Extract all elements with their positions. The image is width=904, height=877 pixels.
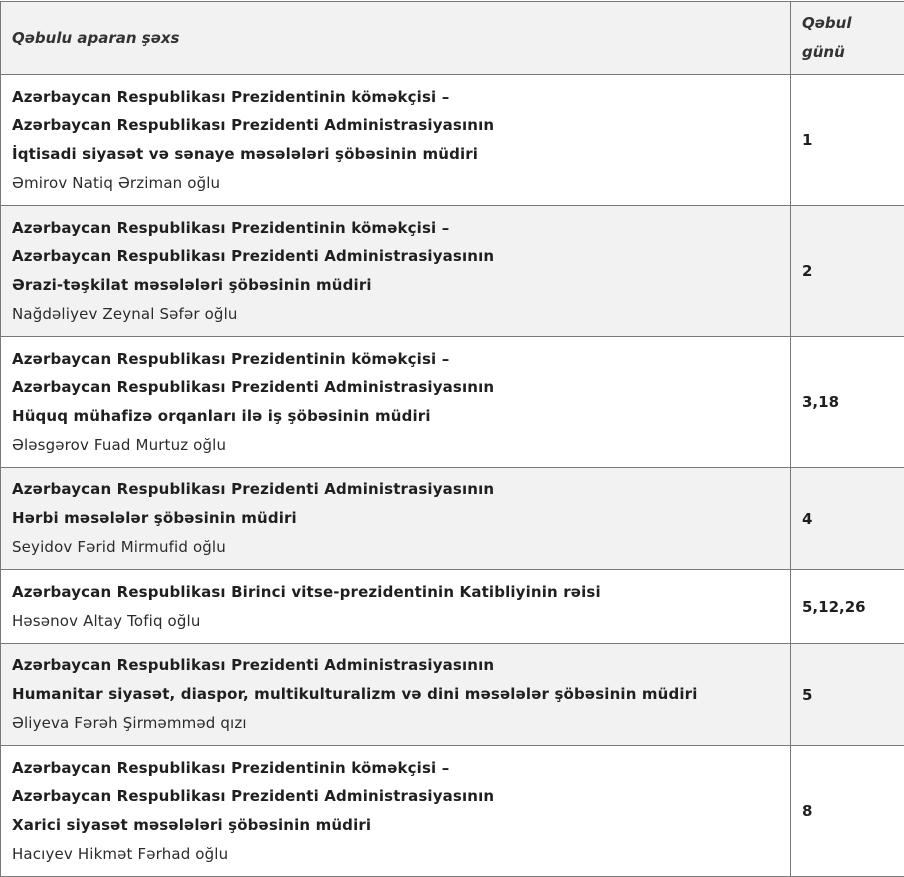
position-line: Azərbaycan Respublikası Prezidenti Administrasiyasının [12,247,495,266]
position-line: Hərbi məsələlər şöbəsinin müdiri [12,509,297,528]
position-line: Azərbaycan Respublikası Prezidentinin köməkçisi – [12,218,450,237]
column-header-day [791,2,904,75]
table-row [1,746,904,877]
position-line: Azərbaycan Respublikası Prezidenti Administrasiyasının [12,378,495,397]
position-line: Azərbaycan Respublikası Prezidentinin köməkçisi – [12,87,450,106]
table-row [1,644,904,746]
person-cell [1,337,791,468]
position-line: Azərbaycan Respublikası Prezidenti Administrasiyasının [12,656,495,675]
person-cell [1,468,791,570]
position-line: Azərbaycan Respublikası Prezidentinin köməkçisi – [12,758,450,777]
reception-day: 4 [791,468,904,570]
person-cell [1,206,791,337]
position-line: İqtisadi siyasət və sənaye məsələləri şöbəsinin müdiri [12,145,479,163]
person-cell [1,570,791,644]
table-row [1,75,904,206]
table-row [1,570,904,644]
reception-day: 5,12,26 [791,570,904,644]
position-line: Ərazi-təşkilat məsələləri şöbəsinin müdiri [12,276,372,294]
reception-day: 8 [791,746,904,877]
table-header-row [1,2,904,75]
reception-schedule-table [0,1,904,877]
person-cell [1,746,791,877]
person-name: Hacıyev Hikmət Fərhad oğlu [12,844,229,863]
position-line: Azərbaycan Respublikası Prezidenti Administrasiyasının [12,480,495,499]
reception-day: 2 [791,206,904,337]
person-name: Ələsgərov Fuad Murtuz oğlu [12,435,227,454]
table-row [1,206,904,337]
column-header-day-line1: Qəbul [802,14,852,32]
position-line: Hüquq mühafizə orqanları ilə iş şöbəsinin müdiri [12,407,431,425]
person-name: Əmirov Natiq Ərziman oğlu [12,173,221,192]
position-line: Azərbaycan Respublikası Prezidenti Administrasiyasının [12,116,495,135]
reception-day: 5 [791,644,904,746]
column-header-person: Qəbulu aparan şəxs [1,2,791,75]
position-line: Humanitar siyasət, diaspor, multikulturalizm və dini məsələlər şöbəsinin müdiri [12,685,698,704]
reception-day: 3,18 [791,337,904,468]
position-line: Azərbaycan Respublikası Prezidentinin köməkçisi – [12,349,450,368]
person-cell [1,75,791,206]
person-name: Əliyeva Fərəh Şirməmməd qızı [12,713,247,732]
position-line: Azərbaycan Respublikası Birinci vitse-prezidentinin Katibliyinin rəisi [12,582,601,601]
position-line: Azərbaycan Respublikası Prezidenti Administrasiyasının [12,787,495,806]
reception-day: 1 [791,75,904,206]
person-name: Nağdəliyev Zeynal Səfər oğlu [12,304,238,323]
person-name: Həsənov Altay Tofiq oğlu [12,611,201,630]
table-row [1,468,904,570]
position-line: Xarici siyasət məsələləri şöbəsinin müdiri [12,816,372,834]
person-cell [1,644,791,746]
column-header-day-line2: günü [802,43,845,61]
table-row [1,337,904,468]
person-name: Seyidov Fərid Mirmufid oğlu [12,537,226,556]
